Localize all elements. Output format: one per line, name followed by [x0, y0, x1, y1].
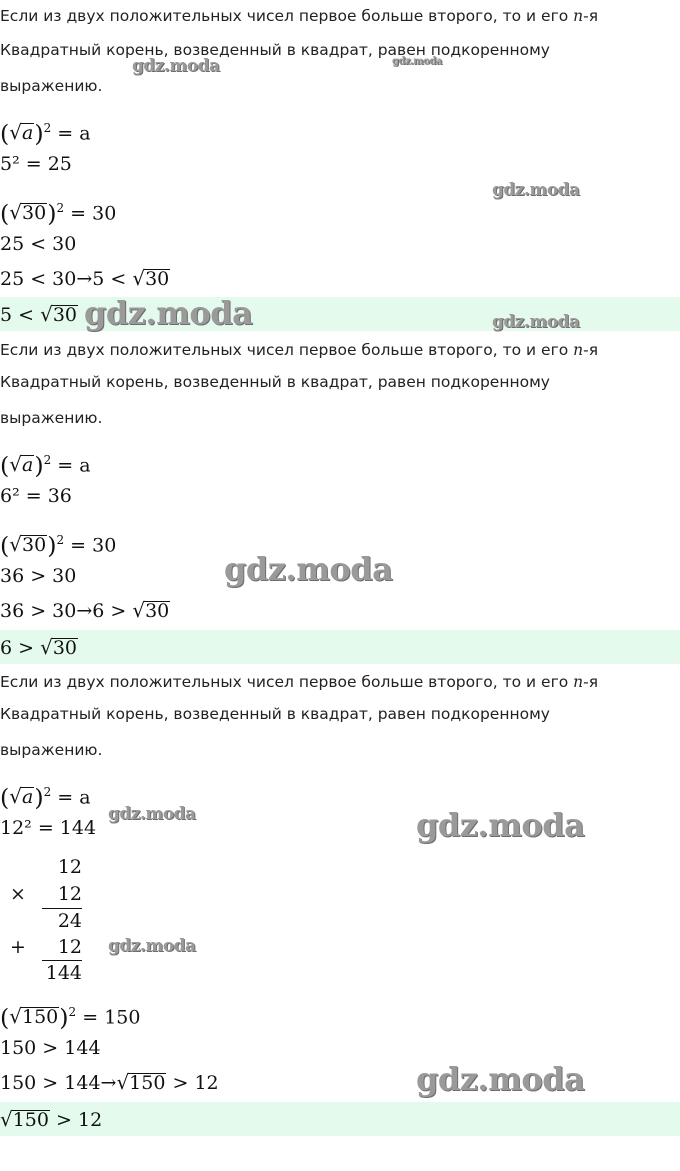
rule-text-line-1: Если из двух положительных чисел первое больше второго, то и его n-я [0, 673, 599, 691]
compare-150-144: 150 > 144 [0, 1037, 101, 1059]
rule-text-line-3: выражению. [0, 77, 103, 95]
rule-text-line-2: Квадратный корень, возведенный в квадрат, равен подкоренному [0, 373, 550, 391]
mult-a: 12 [57, 856, 82, 878]
watermark: gdz.moda [108, 804, 196, 824]
compare-25-30: 25 < 30 [0, 233, 77, 255]
watermark: gdz.moda [108, 936, 196, 956]
square-root-thirty: $(√30)^2 = 30$ [0, 199, 117, 228]
rule-text-line-3: выражению. [0, 409, 103, 427]
identity-formula: $(√a)^2 = a$ [0, 783, 91, 812]
answer-1: 5 < √30 [0, 302, 78, 326]
rule-text-line-1: Если из двух положительных чисел первое больше второго, то и его n-я [0, 341, 599, 359]
mult-partial-1: 24 [42, 908, 82, 933]
watermark: gdz.moda [416, 1060, 585, 1098]
watermark: gdz.moda [84, 294, 253, 332]
mult-result: 144 [42, 960, 82, 985]
answer-2: 6 > √30 [0, 635, 78, 659]
identity-formula: $(√a)^2 = a$ [0, 119, 91, 148]
square-five: 5² = 25 [0, 153, 72, 175]
implication-1: 25 < 30→5 < √30 [0, 266, 170, 290]
rule-text-line-3: выражению. [0, 741, 103, 759]
mult-op-times: × [10, 883, 26, 905]
watermark: gdz.moda [392, 56, 442, 67]
watermark: gdz.moda [224, 550, 393, 588]
square-twelve: 12² = 144 [0, 817, 97, 839]
rule-text-line-1: Если из двух положительных чисел первое больше второго, то и его n-я [0, 7, 599, 25]
compare-36-30: 36 > 30 [0, 565, 77, 587]
watermark: gdz.moda [416, 806, 585, 844]
square-six: 6² = 36 [0, 485, 72, 507]
square-root-thirty: $(√30)^2 = 30$ [0, 531, 117, 560]
answer-highlight-2 [0, 630, 680, 664]
mult-partial-2: 12 [57, 936, 82, 958]
watermark: gdz.moda [492, 312, 580, 332]
watermark: gdz.moda [492, 180, 580, 200]
rule-text-line-2: Квадратный корень, возведенный в квадрат, равен подкоренному [0, 705, 550, 723]
implication-2: 36 > 30→6 > √30 [0, 598, 170, 622]
answer-3: √150 > 12 [0, 1107, 103, 1131]
square-root-150: $(√150)^2 = 150$ [0, 1003, 141, 1032]
watermark: gdz.moda [132, 56, 220, 76]
mult-b: 12 [57, 883, 82, 905]
rule-text-line-2: Квадратный корень, возведенный в квадрат, равен подкоренному [0, 41, 550, 59]
identity-formula: $(√a)^2 = a$ [0, 451, 91, 480]
implication-3: 150 > 144→√150 > 12 [0, 1070, 219, 1094]
mult-op-plus: + [10, 936, 26, 958]
